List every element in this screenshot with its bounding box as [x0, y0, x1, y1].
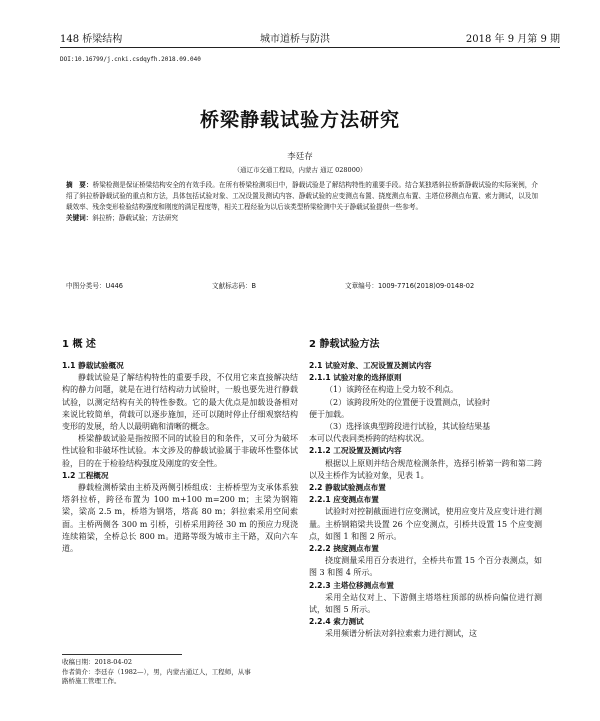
list-item-continued: 便于加载。 — [309, 409, 349, 419]
subsection-heading: 2.1 试验对象、工况设置及测试内容 — [309, 361, 432, 370]
paragraph: 静载试验是了解结构特性的重要手段，不仅用它来直接解决结构的静力问题，就是在进行结构动力试验时，一般也要先进行静载试验，以测定结构有关的特性参数。它的最大优点是加载设备相对来说比较简单，荷载可以逐步施加，还可以随时停止仔细观察结构变形的发展，给人以最明确和清晰的概念。 — [62, 373, 298, 432]
clc-number: 中图分类号：U446 — [66, 282, 123, 290]
paragraph: 采用频谱分析法对斜拉索索力进行测试，这 — [325, 629, 477, 639]
abstract-text: 桥梁检测是保证桥梁结构安全的有效手段。在所有桥梁检测项目中，静载试验是了解结构特性的重要手段。结合某独塔斜拉桥新静载试验的实际案例，介绍了斜拉桥静载试验的重点和方法，具体包括试验对象、工况设置及测试内容、静载试验的应变测点布置、挠度测点布置、主塔位移测点布置、索力测试，以及加载效率、残余变形检验结构强度和刚度的满足程度等，相关工程经验为以后该类型桥梁检测中关于静载试验提供一些参考。 — [66, 181, 539, 211]
right-column — [309, 338, 542, 641]
article-number: 文章编号：1009-7716(2018)09-0148-02 — [345, 282, 475, 290]
subsubsection-heading: 2.2.1 应变测点布置 — [309, 495, 379, 505]
abstract — [66, 180, 538, 213]
paper-title: 桥梁静载试验方法研究 — [199, 109, 400, 131]
header-journal-name: 城市道桥与防洪 — [260, 34, 330, 45]
subsubsection-heading: 2.2.4 索力测试 — [309, 617, 364, 627]
subsection-heading: 2.2 静载试验测点布置 — [309, 483, 386, 493]
subsubsection-heading: 2.2.3 主塔位移测点布置 — [309, 580, 395, 590]
keywords-label: 关键词： — [66, 214, 93, 222]
list-item-continued: 本可以代表同类桥跨的结构状况。 — [309, 434, 429, 444]
section-heading: 1 概 述 — [62, 339, 96, 350]
paragraph: 静载检测桥梁由主桥及两侧引桥组成：主桥桥型为支承体系独塔斜拉桥，跨径布置为 100 m+100 m=200 m；主梁为钢箱梁，梁高 2.5 m，桥塔为钢塔，塔高 80 m；斜拉索采用空间索面。主桥两侧各 300 m 引桥，引桥采用跨径 30 m 的预应力现浇连续箱梁，全桥总长 800 m。道路等级为城市主干路，双向六车道。 — [62, 483, 298, 554]
doi: DOI:10.16799/j.cnki.csdqyfh.2018.09.040 — [60, 56, 201, 63]
paragraph: 根据以上原则并结合规范检测条件，选择引桥第一跨和第二跨以及主桥作为试验对象，见表 1。 — [309, 458, 542, 480]
running-header — [60, 30, 560, 48]
author-bio: 作者简介：李廷存（1982—），男，内蒙古通辽人，工程师，从事 — [62, 667, 251, 676]
paragraph: 挠度测量采用百分表进行，全桥共布置 15 个百分表测点，如图 3 和图 4 所示。 — [309, 556, 542, 578]
subsubsection-heading: 2.1.2 工况设置及测试内容 — [309, 446, 402, 456]
received-date: 收稿日期：2018-04-02 — [62, 658, 132, 666]
paragraph: 采用全站仪对上、下游側主塔塔柱顶部的纵桥向偏位进行测试，如图 5 所示。 — [309, 592, 542, 615]
affiliation: （通辽市交通工程局，内蒙古 通辽 028000） — [233, 166, 367, 174]
footnote-rule — [62, 654, 182, 655]
section-heading: 2 静载试验方法 — [309, 339, 380, 350]
author: 李廷存 — [287, 152, 313, 162]
list-item: （3）选择该典型跨段进行试验，其试验结果基 — [325, 422, 491, 432]
left-column — [62, 338, 298, 555]
header-rule — [60, 47, 560, 48]
abstract-block — [66, 180, 538, 224]
document-code: 文献标志码：B — [212, 282, 257, 290]
list-item: （2）该跨段所处的位置便于设置测点，试验时 — [325, 397, 491, 407]
subsection-heading: 1.2 工程概况 — [62, 470, 109, 480]
paragraph: 试验时对控制截面进行应变测试，使用应变片及应变计进行测量。主桥钢箱梁共设置 26 个应变测点，引桥共设置 15 个应变测点，如图 1 和图 2 所示。 — [309, 507, 542, 541]
abstract-label: 摘 要： — [66, 181, 93, 189]
keywords — [66, 213, 538, 224]
footnote — [62, 658, 298, 687]
subsubsection-heading: 2.2.2 挠度测点布置 — [309, 544, 379, 554]
keywords-text: 斜拉桥；静载试验；方法研究 — [92, 214, 179, 222]
subsubsection-heading: 2.1.1 试验对象的选择原则 — [309, 373, 402, 383]
header-page-journal: 148 桥梁结构 — [60, 34, 123, 45]
subsection-heading: 1.1 静载试验概况 — [62, 361, 124, 370]
paragraph: 桥梁静载试验是指按照不同的试验目的和条件，又可分为破坏性试验和非破坏性试验。本文涉及的静载试验属于非破坏性整体试验，目的在于检验结构强度及刚度的安全性。 — [62, 434, 298, 468]
list-item: （1）该跨径在构造上受力较不利点。 — [325, 385, 459, 395]
header-issue: 2018 年 9 月第 9 期 — [465, 34, 560, 45]
author-bio-continued: 路桥施工管理工作。 — [62, 677, 121, 685]
